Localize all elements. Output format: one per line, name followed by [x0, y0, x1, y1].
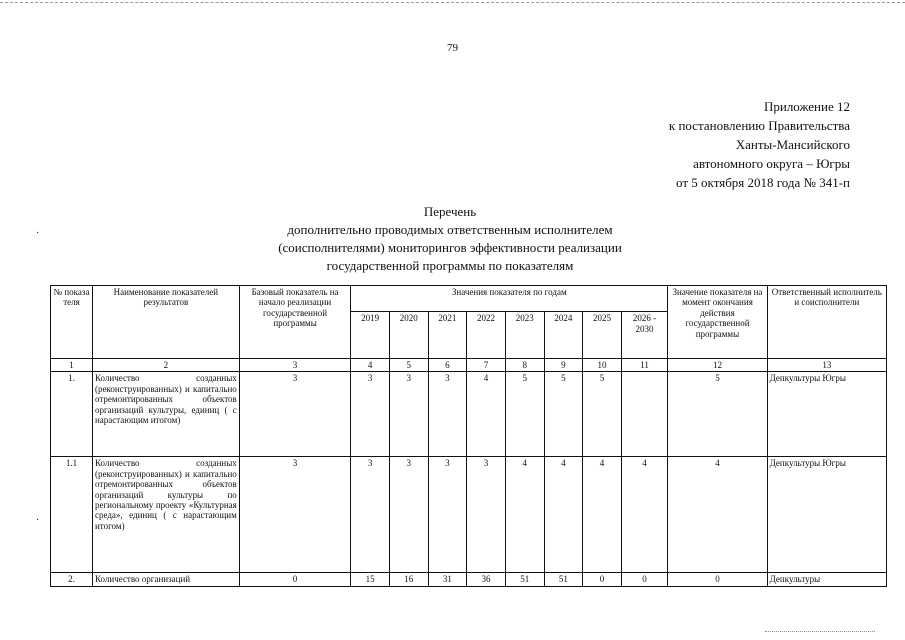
column-number: 10 — [583, 359, 622, 372]
col-header-years-group: Значения показателя по годам — [351, 286, 668, 312]
column-number: 4 — [351, 359, 390, 372]
page-number: 79 — [447, 42, 458, 54]
row-year-value: 5 — [544, 372, 583, 457]
row-base-value: 3 — [239, 372, 351, 457]
column-number: 5 — [389, 359, 428, 372]
col-header-year: 2024 — [544, 312, 583, 359]
row-indicator-name: Количество созданных (реконструированных) и капитально отремонтированных объектов организаций культуры, единиц ( с нарастающим итогом) — [92, 372, 239, 457]
row-year-value — [621, 372, 667, 457]
title-line: дополнительно проводимых ответственным исполнителем — [287, 222, 613, 237]
row-end-value: 0 — [668, 573, 767, 586]
row-year-value: 3 — [351, 457, 390, 573]
column-number: 9 — [544, 359, 583, 372]
row-year-value: 5 — [505, 372, 544, 457]
column-number-row — [51, 359, 887, 372]
row-year-value: 0 — [583, 573, 622, 586]
col-header-end-value: Значение показателя на момент окончания действия государственной программы — [668, 286, 767, 359]
title-line: Перечень — [423, 204, 477, 219]
row-year-value: 3 — [389, 372, 428, 457]
row-year-value: 36 — [467, 573, 506, 586]
row-year-value: 15 — [351, 573, 390, 586]
indicators-table — [50, 285, 887, 587]
row-year-value: 3 — [389, 457, 428, 573]
row-year-value: 3 — [428, 457, 467, 573]
appendix-line: автономного округа – Югры — [693, 156, 850, 171]
row-year-value: 31 — [428, 573, 467, 586]
row-year-value: 4 — [621, 457, 667, 573]
row-responsible: Депкультуры Югры — [767, 457, 886, 573]
row-end-value: 4 — [668, 457, 767, 573]
title-line: (соисполнителями) мониторингов эффективности реализации — [278, 240, 622, 255]
row-year-value: 16 — [389, 573, 428, 586]
table-row — [51, 372, 887, 457]
column-number: 13 — [767, 359, 886, 372]
scan-dot: · — [36, 228, 40, 239]
document-title — [200, 203, 700, 275]
col-header-base: Базовый показатель на начало реализации государственной программы — [239, 286, 351, 359]
row-end-value: 5 — [668, 372, 767, 457]
appendix-line: Ханты-Мансийского — [735, 137, 850, 152]
row-indicator-name: Количество созданных (реконструированных) и капитально отремонтированных объектов организаций культуры по региональному проекту «Культурная среда», единиц ( с нарастающим итогом) — [92, 457, 239, 573]
row-year-value: 0 — [621, 573, 667, 586]
row-year-value: 3 — [351, 372, 390, 457]
col-header-year: 2026 - 2030 — [621, 312, 667, 359]
col-header-year: 2020 — [389, 312, 428, 359]
column-number: 2 — [92, 359, 239, 372]
scan-dot: · — [36, 515, 40, 526]
row-year-value: 51 — [544, 573, 583, 586]
title-line: государственной программы по показателям — [326, 258, 574, 273]
row-year-value: 4 — [583, 457, 622, 573]
column-number: 12 — [668, 359, 767, 372]
row-number: 2. — [51, 573, 93, 586]
appendix-line: Приложение 12 — [763, 99, 850, 114]
appendix-line: к постановлению Правительства — [668, 118, 850, 133]
col-header-year: 2023 — [505, 312, 544, 359]
row-year-value: 4 — [467, 372, 506, 457]
scan-top-edge — [0, 2, 905, 7]
col-header-year: 2019 — [351, 312, 390, 359]
column-number: 1 — [51, 359, 93, 372]
column-number: 6 — [428, 359, 467, 372]
row-year-value: 3 — [467, 457, 506, 573]
row-year-value: 4 — [505, 457, 544, 573]
col-header-name: Наименование показателей результатов — [92, 286, 239, 359]
row-responsible: Депкультуры Югры — [767, 372, 886, 457]
row-year-value: 5 — [583, 372, 622, 457]
row-number: 1.1 — [51, 457, 93, 573]
table-row — [51, 457, 887, 573]
col-header-year: 2025 — [583, 312, 622, 359]
table-row — [51, 573, 887, 586]
row-number: 1. — [51, 372, 93, 457]
row-year-value: 4 — [544, 457, 583, 573]
scan-bottom-mark — [765, 631, 875, 636]
row-base-value: 3 — [239, 457, 351, 573]
row-year-value: 51 — [505, 573, 544, 586]
column-number: 3 — [239, 359, 351, 372]
row-year-value: 3 — [428, 372, 467, 457]
row-responsible: Депкультуры — [767, 573, 886, 586]
col-header-number: № показа теля — [51, 286, 93, 359]
header-row — [51, 286, 887, 312]
col-header-responsible: Ответственный исполнитель и соисполнители — [767, 286, 886, 359]
row-base-value: 0 — [239, 573, 351, 586]
col-header-year: 2022 — [467, 312, 506, 359]
row-indicator-name: Количество организаций — [92, 573, 239, 586]
appendix-line: от 5 октября 2018 года № 341-п — [676, 175, 850, 190]
column-number: 7 — [467, 359, 506, 372]
appendix-block — [669, 97, 850, 192]
column-number: 11 — [621, 359, 667, 372]
column-number: 8 — [505, 359, 544, 372]
col-header-year: 2021 — [428, 312, 467, 359]
